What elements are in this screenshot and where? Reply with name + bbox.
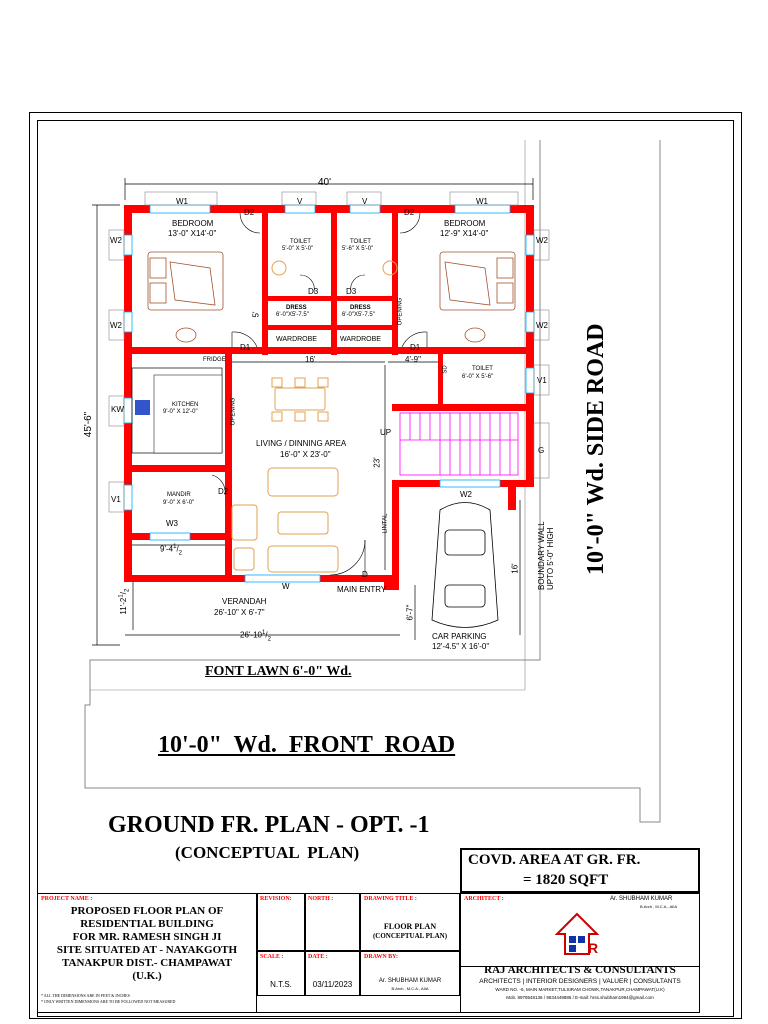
label-w-verandah: W bbox=[282, 582, 290, 591]
front-lawn-label: FONT LAWN 6'-0" Wd. bbox=[205, 664, 352, 679]
stairs bbox=[400, 413, 518, 475]
verandah-size: 26'-10" X 6'-7" bbox=[214, 608, 265, 617]
toilet-left-size: 5'-0" X 5'-0" bbox=[282, 246, 314, 252]
dim-11-2: $11'-2^1/_2$ bbox=[118, 588, 131, 615]
label-v1-right: V1 bbox=[537, 376, 547, 385]
label-w2-ll: W2 bbox=[110, 321, 122, 330]
tb-project-line4: SITE SITUATED AT - NAYAKGOTH bbox=[56, 944, 238, 956]
tb-project-head: PROJECT NAME : bbox=[41, 896, 93, 902]
tb-firm-name: RAJ ARCHITECTS & CONSULTANTS bbox=[484, 964, 676, 976]
label-fridge: FRIDGE bbox=[203, 357, 226, 363]
label-kw: KW bbox=[111, 405, 124, 414]
bedroom-right-size: 12'-9" X14'-0" bbox=[440, 229, 489, 238]
kitchen-size: 9'-0" X 12'-0" bbox=[163, 409, 198, 415]
label-up: UP bbox=[380, 428, 392, 437]
toilet-left-name: TOILET bbox=[290, 239, 311, 245]
label-d2-left: D2 bbox=[244, 208, 255, 217]
dim-6-7: 6'-7" bbox=[405, 604, 415, 621]
page-title: GROUND FR. PLAN - OPT. -1 bbox=[108, 812, 430, 838]
tb-project-line6: (U.K.) bbox=[132, 970, 162, 982]
tb-north-head: NORTH : bbox=[308, 896, 334, 902]
dress-left-size: 6'-0"X5'-7.5" bbox=[276, 312, 309, 318]
tb-firm-services: ARCHITECTS | INTERIOR DESIGNERS | VALUER | CONSULTANTS bbox=[479, 978, 681, 985]
dress-left-name: DRESS bbox=[286, 305, 307, 311]
mandir-name: MANDIR bbox=[167, 492, 191, 498]
page-subtitle: (CONCEPTUAL PLAN) bbox=[175, 843, 360, 862]
tb-project-line5: TANAKPUR DIST.- CHAMPAWAT bbox=[62, 957, 232, 969]
label-d1-right: D1 bbox=[410, 343, 421, 352]
toilet-mid-size: 5'-6" X 5'-0" bbox=[342, 246, 374, 252]
tb-drawn-by: Ar. SHUBHAM KUMAR bbox=[378, 978, 442, 984]
dim-23: 23' bbox=[372, 457, 382, 468]
tb-note1: * ALL THE DIMENSIONS ARE IN FEET & INCHES bbox=[41, 993, 130, 998]
label-d-entry: D bbox=[362, 570, 368, 579]
boundary-wall-line2: UPTO 5'-0" HIGH bbox=[546, 527, 555, 590]
label-d3-right: D3 bbox=[346, 287, 357, 296]
tb-drawn-head: DRAWN BY: bbox=[364, 954, 398, 960]
bedroom-left-name: BEDROOM bbox=[172, 219, 214, 228]
tb-architect-head: ARCHITECT : bbox=[464, 896, 504, 902]
wardrobe-left: WARDROBE bbox=[276, 336, 317, 343]
wardrobe-right: WARDROBE bbox=[340, 336, 381, 343]
tb-architect-quals: B.Arch , M.C.A., AIIA bbox=[640, 904, 678, 909]
label-d3-left: D3 bbox=[308, 287, 319, 296]
tb-scale: N.T.S. bbox=[270, 980, 292, 989]
tb-date: 03/11/2023 bbox=[312, 980, 353, 989]
car bbox=[432, 503, 498, 628]
tb-project-line3: FOR MR. RAMESH SINGH JI bbox=[72, 931, 222, 943]
label-v-right: V bbox=[362, 197, 368, 206]
dim-5: 5' bbox=[251, 311, 261, 318]
boundary-wall-line1: BOUNDARY WALL bbox=[537, 521, 546, 590]
label-w1-left: W1 bbox=[176, 197, 188, 206]
tb-drawing-title-sub: (CONCEPTUAL PLAN) bbox=[372, 932, 448, 940]
label-w2-ul: W2 bbox=[110, 236, 122, 245]
tb-project-line1: PROPOSED FLOOR PLAN OF bbox=[70, 905, 224, 917]
toilet-right-name: TOILET bbox=[472, 366, 493, 372]
label-w2-garage: W2 bbox=[460, 490, 472, 499]
road-outline bbox=[85, 140, 660, 822]
tb-note2: * ONLY WRITTEN DIMENSIONS ARE TO BE FOLLOWED NOT MEASURED bbox=[41, 999, 176, 1004]
main-entry: MAIN ENTRY bbox=[337, 585, 387, 594]
toilet-right-size: 6'-0" X 5'-6" bbox=[462, 374, 494, 380]
tb-firm-contact: Mob. 8979548136 / 9634449886 / E-mail: hrss.shubham1994@gmail.com bbox=[506, 995, 654, 1000]
tb-scale-head: SCALE : bbox=[260, 954, 284, 960]
living-size: 16'-0" X 23'-0" bbox=[280, 450, 331, 459]
living-name: LIVING / DINNING AREA bbox=[256, 439, 347, 448]
tb-firm-address: WARD NO. -6, MAIN MARKET,TULSIRAM CHOWK,TANAKPUR,CHAMPAWAT(U.K) bbox=[495, 987, 665, 992]
dress-right-size: 6'-0"X5'-7.5" bbox=[342, 312, 375, 318]
dim-16b: 16' bbox=[510, 563, 520, 574]
label-opening-dress: OPENING bbox=[397, 297, 404, 326]
label-d2-mandir: D2 bbox=[218, 487, 229, 496]
label-d1-left: D1 bbox=[240, 343, 251, 352]
car-parking-name: CAR PARKING bbox=[432, 632, 487, 641]
label-w1-right: W1 bbox=[476, 197, 488, 206]
overall-depth-dim: 45'-6" bbox=[83, 411, 95, 438]
firm-logo-letter: R bbox=[588, 940, 599, 956]
kitchen-name: KITCHEN bbox=[172, 402, 199, 408]
side-road-label: 10'-0" Wd. SIDE ROAD bbox=[583, 323, 609, 575]
label-lintal: LINTAL bbox=[382, 513, 389, 534]
label-v1-left: V1 bbox=[111, 495, 121, 504]
dim-9-4: $9'-4^1/_2$ bbox=[160, 544, 183, 557]
label-w2-ur: W2 bbox=[536, 236, 548, 245]
label-opening-kitchen: OPENING bbox=[230, 397, 237, 426]
label-v-left: V bbox=[297, 197, 303, 206]
label-g: G bbox=[538, 446, 545, 455]
dim-4-9: 4'-9" bbox=[405, 355, 421, 364]
front-road-label: 10'-0" Wd. FRONT ROAD bbox=[158, 732, 456, 758]
tb-drawn-quals: B.Arch , M.C.A., AIIA bbox=[391, 986, 429, 991]
tb-project-line2: RESIDENTIAL BUILDING bbox=[80, 918, 214, 930]
bedroom-right-name: BEDROOM bbox=[444, 219, 486, 228]
area-line1: COVD. AREA AT GR. FR. bbox=[468, 852, 641, 868]
tb-drawing-title: FLOOR PLAN bbox=[383, 922, 437, 931]
label-w3: W3 bbox=[166, 519, 178, 528]
label-d2-right: D2 bbox=[404, 208, 415, 217]
verandah-name: VERANDAH bbox=[222, 597, 267, 606]
dim-26-10: $26'-10^1/_2$ bbox=[240, 630, 271, 643]
dim-16: 16' bbox=[305, 355, 316, 364]
area-line2: = 1820 SQFT bbox=[523, 872, 609, 888]
overall-width-dim: 40' bbox=[318, 177, 332, 188]
dress-right-name: DRESS bbox=[350, 305, 371, 311]
label-w2-lr: W2 bbox=[536, 321, 548, 330]
tb-architect-name: Ar. SHUBHAM KUMAR bbox=[610, 896, 673, 902]
bedroom-left-size: 13'-0" X14'-0" bbox=[168, 229, 217, 238]
tb-drawing-title-head: DRAWING TITLE : bbox=[364, 896, 417, 902]
label-sd: SD bbox=[442, 365, 449, 374]
mandir-size: 9'-0" X 6'-0" bbox=[163, 500, 195, 506]
car-parking-size: 12'-4.5" X 16'-0" bbox=[432, 642, 490, 651]
tb-date-head: DATE : bbox=[308, 954, 328, 960]
toilet-mid-name: TOILET bbox=[350, 239, 371, 245]
tb-revision-head: REVISION: bbox=[260, 896, 292, 902]
